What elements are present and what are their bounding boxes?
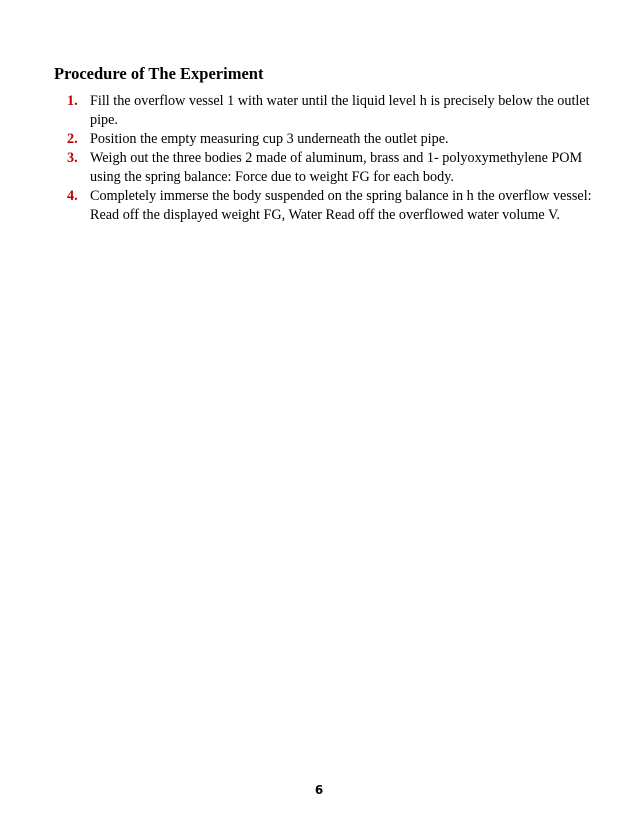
procedure-step [67, 92, 607, 130]
step-text: Completely immerse the body suspended on the spring balance in h the overflow vessel: Read off the displayed weight FG, Water Read off the overflowed water volume V. [90, 188, 592, 223]
procedure-step [67, 130, 607, 149]
step-number: 4. [67, 188, 78, 204]
section-heading: Procedure of The Experiment [54, 64, 264, 83]
step-number: 3. [67, 150, 78, 166]
procedure-step [67, 187, 607, 225]
step-text: Fill the overflow vessel 1 with water until the liquid level h is precisely below the outlet pipe. [90, 93, 590, 128]
step-number: 2. [67, 131, 78, 147]
step-text: Position the empty measuring cup 3 underneath the outlet pipe. [90, 131, 449, 147]
procedure-list [67, 92, 607, 225]
procedure-step [67, 149, 607, 187]
step-number: 1. [67, 93, 78, 109]
step-text: Weigh out the three bodies 2 made of aluminum, brass and 1- polyoxymethylene POM using the spring balance: Force due to weight FG for each body. [90, 150, 583, 185]
page-number: 6 [314, 783, 324, 797]
